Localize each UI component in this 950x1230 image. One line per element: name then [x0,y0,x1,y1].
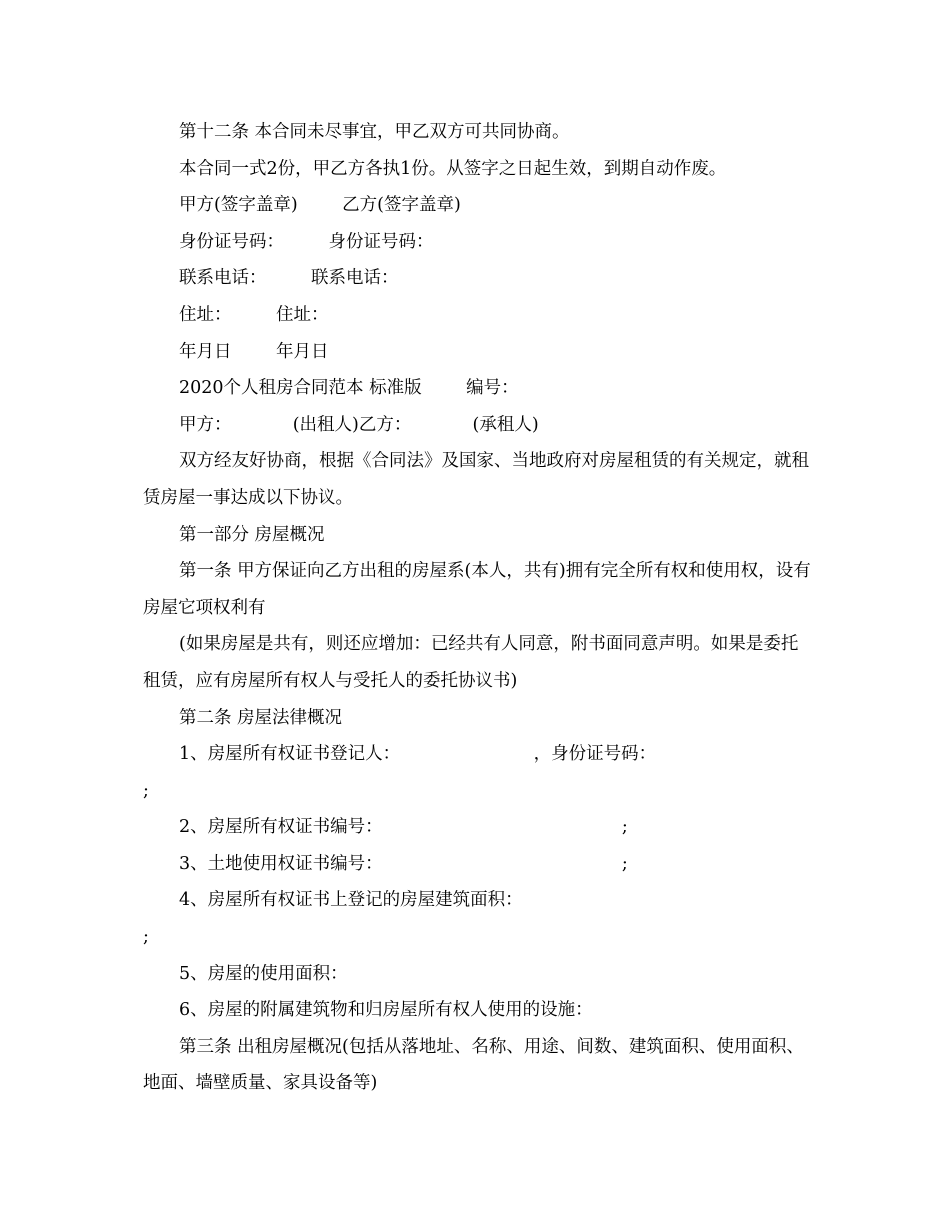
item-6-facilities: 6、房屋的附属建筑物和归房屋所有权人使用的设施： [179,1000,593,1021]
item-5-usable-area: 5、房屋的使用面积： [179,963,348,984]
document-body [143,114,813,1102]
item-4-building-area: 4、房屋所有权证书上登记的房屋建筑面积： [179,890,523,911]
phone-line: 联系电话： 联系电话： [179,268,399,289]
item-1-registrant: 1、房屋所有权证书登记人： ，身份证号码： [179,744,657,765]
item-2-certificate-number: 2、房屋所有权证书编号： ; [179,817,628,838]
signature-line: 甲方(签字盖章) 乙方(签字盖章) [179,195,461,216]
copies-clause: 本合同一式2份，甲乙方各执1份。从签字之日起生效，到期自动作废。 [179,158,727,179]
co-ownership-note: (如果房屋是共有，则还应增加：已经共有人同意，附书面同意声明。如果是委托租赁，应有房屋所有权人与受托人的委托协议书) [143,634,799,691]
article-12-text: 第十二条 本合同未尽事宜，甲乙双方可共同协商。 [179,122,570,142]
item-3-land-certificate-number: 3、土地使用权证书编号： ; [179,853,628,874]
id-number-line: 身份证号码： 身份证号码： [179,231,434,252]
address-line: 住址： 住址： [179,304,329,325]
date-line: 年月日 年月日 [179,341,329,362]
contract-title-line: 2020个人租房合同范本 标准版 编号： [179,378,519,399]
article-3-text: 第三条 出租房屋概况(包括从落地址、名称、用途、间数、建筑面积、使用面积、地面、墙壁质量、家具设备等) [143,1036,804,1094]
part-1-heading: 第一部分 房屋概况 [179,524,325,545]
article-1-text: 第一条 甲方保证向乙方出租的房屋系(本人，共有)拥有完全所有权和使用权，设有房屋它项权利有 [143,561,811,618]
preamble-paragraph: 双方经友好协商，根据《合同法》及国家、当地政府对房屋租赁的有关规定，就租赁房屋一事达成以下协议。 [143,451,809,508]
parties-line: 甲方： (出租人)乙方： (承租人) [179,414,539,435]
article-2-heading: 第二条 房屋法律概况 [179,707,343,728]
item-4-continuation: ; [143,927,149,948]
item-1-continuation: ; [143,780,149,801]
